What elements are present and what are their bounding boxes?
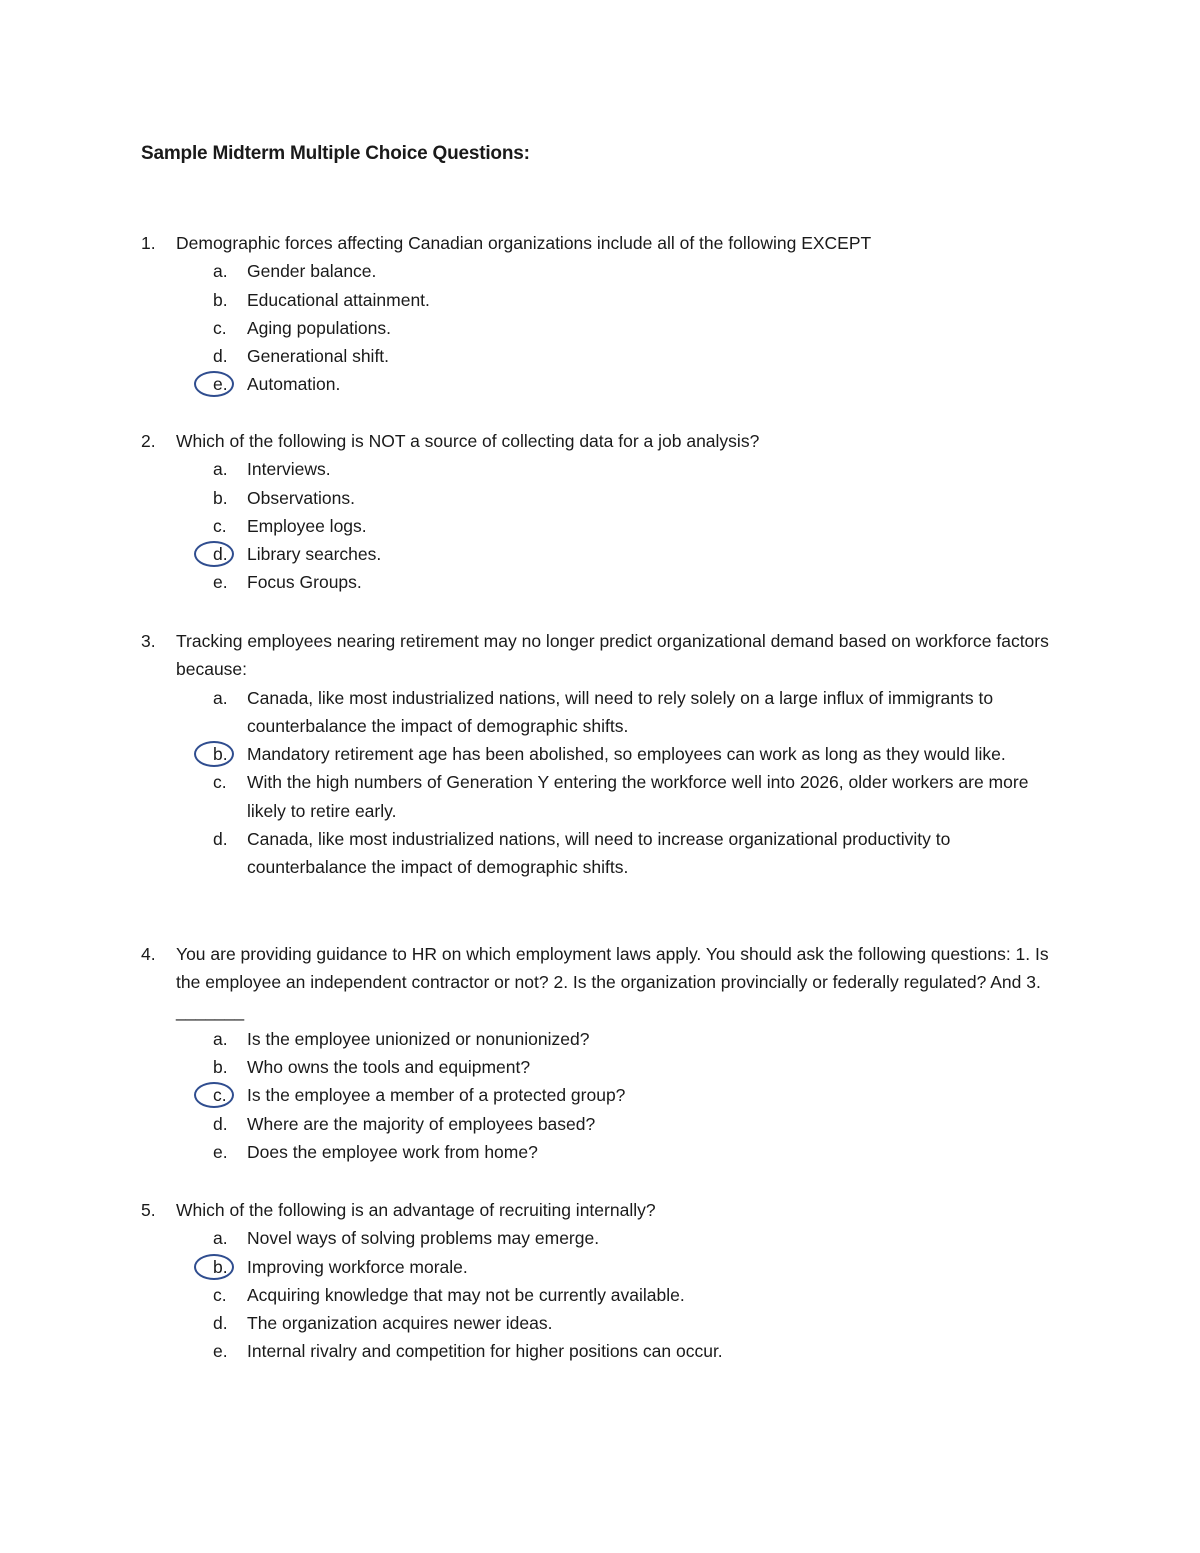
choice-letter: e.	[213, 1341, 228, 1362]
choice-letter: b.	[213, 487, 228, 508]
choice-text: Interviews.	[247, 459, 331, 480]
answer-choice	[141, 1224, 1071, 1252]
choice-letter: a.	[213, 459, 228, 480]
answer-choice	[141, 1081, 1071, 1109]
choice-letter: b.	[213, 744, 228, 765]
question-3	[141, 627, 1071, 882]
question-stem	[141, 627, 1071, 684]
answer-choice	[141, 1253, 1071, 1281]
choice-letter: c.	[213, 515, 227, 536]
choice-text: With the high numbers of Generation Y entering the workforce well into 2026, older workers are more likely to retire early.	[247, 772, 1029, 821]
question-number: 2.	[141, 431, 156, 451]
choice-text: Gender balance.	[247, 261, 377, 282]
answer-choice	[141, 257, 1071, 285]
choice-letter: e.	[213, 572, 228, 593]
choice-letter: a.	[213, 1028, 228, 1049]
document-title: Sample Midterm Multiple Choice Questions:	[141, 143, 530, 164]
answer-choice	[141, 1138, 1071, 1166]
choice-text: Internal rivalry and competition for higher positions can occur.	[247, 1341, 723, 1362]
choice-text: Observations.	[247, 487, 355, 508]
answer-choices	[141, 455, 1071, 596]
question-stem	[141, 229, 1071, 257]
question-text: Tracking employees nearing retirement may no longer predict organizational demand based on workforce factors because:	[176, 631, 1049, 680]
choice-text: Is the employee unionized or nonunionized?	[247, 1028, 590, 1049]
choice-letter: d.	[213, 346, 228, 367]
choice-text: Canada, like most industrialized nations, will need to increase organizational productivity to counterbalance the impact of demographic shifts.	[247, 829, 951, 878]
answer-choice	[141, 1309, 1071, 1337]
choice-letter: b.	[213, 289, 228, 310]
choice-letter: c.	[213, 772, 227, 793]
answer-choice	[141, 370, 1071, 398]
answer-choice	[141, 568, 1071, 596]
answer-choice	[141, 768, 1071, 825]
question-stem	[141, 1196, 1071, 1224]
choice-letter: e.	[213, 1142, 228, 1163]
answer-choice	[141, 825, 1071, 882]
choice-text: Focus Groups.	[247, 572, 362, 593]
choice-text: Does the employee work from home?	[247, 1142, 538, 1163]
question-text: Demographic forces affecting Canadian organizations include all of the following EXCEPT	[176, 233, 872, 253]
question-number: 3.	[141, 631, 156, 651]
choice-letter: d.	[213, 1113, 228, 1134]
answer-choice	[141, 314, 1071, 342]
question-text: Which of the following is NOT a source of collecting data for a job analysis?	[176, 431, 760, 451]
choice-letter: b.	[213, 1057, 228, 1078]
choice-text: Improving workforce morale.	[247, 1256, 468, 1277]
answer-choice	[141, 342, 1071, 370]
answer-choice	[141, 1281, 1071, 1309]
question-text: You are providing guidance to HR on which employment laws apply. You should ask the following questions: 1. Is the employee an independent contractor or not? 2. Is the organization provincially or federally regulated? And 3. _______	[176, 944, 1049, 1021]
answer-choice	[141, 1337, 1071, 1365]
choice-text: Is the employee a member of a protected group?	[247, 1085, 626, 1106]
choice-letter: c.	[213, 317, 227, 338]
answer-choice	[141, 512, 1071, 540]
choice-text: Automation.	[247, 374, 341, 395]
answer-choice	[141, 684, 1071, 741]
answer-choice	[141, 484, 1071, 512]
answer-choices	[141, 1224, 1071, 1365]
choice-text: Educational attainment.	[247, 289, 430, 310]
choice-letter: a.	[213, 1228, 228, 1249]
choice-text: Canada, like most industrialized nations, will need to rely solely on a large influx of immigrants to counterbalance the impact of demographic shifts.	[247, 687, 994, 736]
choice-letter: d.	[213, 1313, 228, 1334]
answer-choices	[141, 684, 1071, 882]
answer-choice	[141, 740, 1071, 768]
choice-letter: b.	[213, 1256, 228, 1277]
question-number: 5.	[141, 1200, 156, 1220]
choice-text: Generational shift.	[247, 346, 390, 367]
answer-choice	[141, 286, 1071, 314]
answer-choice	[141, 455, 1071, 483]
question-text: Which of the following is an advantage of recruiting internally?	[176, 1200, 656, 1220]
answer-choice	[141, 1025, 1071, 1053]
choice-letter: a.	[213, 261, 228, 282]
choice-letter: e.	[213, 374, 228, 395]
choice-text: Where are the majority of employees based?	[247, 1113, 596, 1134]
choice-letter: c.	[213, 1284, 227, 1305]
question-number: 1.	[141, 233, 156, 253]
choice-text: Mandatory retirement age has been abolished, so employees can work as long as they would like.	[247, 744, 1006, 765]
choice-text: The organization acquires newer ideas.	[247, 1313, 553, 1334]
answer-choice	[141, 540, 1071, 568]
choice-text: Aging populations.	[247, 317, 391, 338]
question-number: 4.	[141, 944, 156, 964]
choice-letter: a.	[213, 687, 228, 708]
choice-text: Acquiring knowledge that may not be currently available.	[247, 1284, 685, 1305]
choice-text: Library searches.	[247, 544, 382, 565]
answer-choices	[141, 1025, 1071, 1166]
choice-letter: d.	[213, 829, 228, 850]
answer-choice	[141, 1053, 1071, 1081]
question-5	[141, 1196, 1071, 1366]
choice-letter: d.	[213, 544, 228, 565]
question-stem	[141, 427, 1071, 455]
question-stem	[141, 940, 1071, 1025]
choice-text: Novel ways of solving problems may emerge.	[247, 1228, 600, 1249]
question-1	[141, 229, 1071, 399]
choice-text: Employee logs.	[247, 515, 367, 536]
question-2	[141, 427, 1071, 597]
question-4	[141, 940, 1071, 1166]
answer-choices	[141, 257, 1071, 398]
choice-text: Who owns the tools and equipment?	[247, 1057, 531, 1078]
choice-letter: c.	[213, 1085, 227, 1106]
answer-choice	[141, 1110, 1071, 1138]
